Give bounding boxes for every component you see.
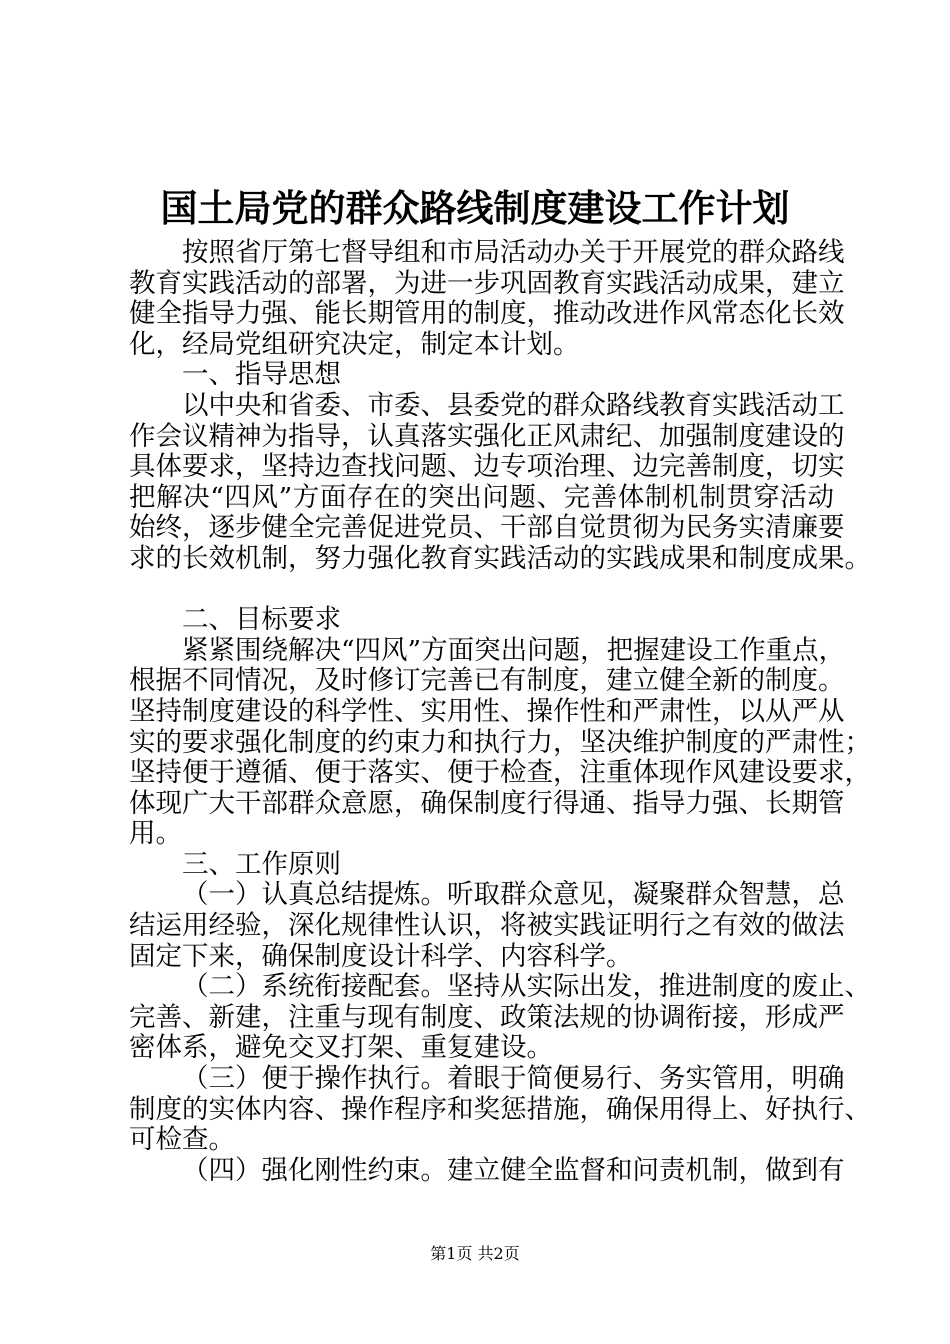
document-title: 国土局党的群众路线制度建设工作计划 bbox=[160, 186, 790, 230]
paragraph-principle-1 bbox=[129, 879, 845, 972]
text-line: 用。 bbox=[129, 818, 182, 850]
paragraph-principle-2 bbox=[129, 971, 871, 1064]
text-line: 教育实践活动的部署，为进一步巩固教育实践活动成果，建立 bbox=[129, 267, 845, 299]
text-line: 可检查。 bbox=[129, 1124, 235, 1156]
text-line: 健全指导力强、能长期管用的制度，推动改进作风常态化长效 bbox=[129, 298, 845, 330]
paragraph-principle-3 bbox=[129, 1063, 871, 1156]
section-heading: 三、工作原则 bbox=[182, 848, 341, 880]
text-line: 始终，逐步健全完善促进党员、干部自觉贯彻为民务实清廉要 bbox=[129, 512, 845, 544]
text-line: 具体要求，坚持边查找问题、边专项治理、边完善制度，切实 bbox=[129, 451, 845, 483]
section-heading: 二、目标要求 bbox=[182, 604, 341, 636]
paragraph-principle-4 bbox=[129, 1154, 845, 1187]
document-body bbox=[129, 237, 871, 1186]
blank-line bbox=[129, 575, 834, 606]
text-line: 把解决“四风”方面存在的突出问题、完善体制机制贯穿活动 bbox=[129, 481, 834, 513]
text-line: 完善、新建，注重与现有制度、政策法规的协调衔接，形成严 bbox=[129, 1001, 845, 1033]
text-line: 坚持便于遵循、便于落实、便于检查，注重体现作风建设要求， bbox=[129, 757, 871, 789]
text-line: （一）认真总结提炼。听取群众意见，凝聚群众智慧，总 bbox=[182, 879, 845, 911]
text-line: 作会议精神为指导，认真落实强化正风肃纪、加强制度建设的 bbox=[129, 420, 845, 452]
text-line: 以中央和省委、市委、县委党的群众路线教育实践活动工 bbox=[182, 389, 845, 421]
text-line: 制度的实体内容、操作程序和奖惩措施，确保用得上、好执行、 bbox=[129, 1093, 871, 1125]
text-line: （二）系统衔接配套。坚持从实际出发，推进制度的废止、 bbox=[182, 971, 871, 1003]
text-line: 实的要求强化制度的约束力和执行力，坚决维护制度的严肃性； bbox=[129, 726, 871, 758]
section-heading-guiding-thought bbox=[129, 360, 834, 391]
text-line: 求的长效机制，努力强化教育实践活动的实践成果和制度成果。 bbox=[129, 542, 871, 574]
text-line: （三）便于操作执行。着眼于简便易行、务实管用，明确 bbox=[182, 1063, 845, 1095]
text-line: 根据不同情况，及时修订完善已有制度，建立健全新的制度。 bbox=[129, 665, 845, 697]
section-heading-goals bbox=[129, 605, 834, 636]
paragraph-intro bbox=[129, 237, 845, 360]
text-line: 坚持制度建设的科学性、实用性、操作性和严肃性，以从严从 bbox=[129, 695, 845, 727]
text-line: 按照省厅第七督导组和市局活动办关于开展党的群众路线 bbox=[182, 237, 845, 268]
text-line: 结运用经验，深化规律性认识，将被实践证明行之有效的做法 bbox=[129, 910, 845, 942]
section-heading: 一、指导思想 bbox=[182, 359, 341, 391]
text-line: 紧紧围绕解决“四风”方面突出问题，把握建设工作重点， bbox=[182, 634, 846, 666]
text-line: 化，经局党组研究决定，制定本计划。 bbox=[129, 328, 580, 360]
text-line: 密体系，避免交叉打架、重复建设。 bbox=[129, 1032, 553, 1064]
text-line: （四）强化刚性约束。建立健全监督和问责机制，做到有 bbox=[182, 1154, 845, 1186]
text-line: 体现广大干部群众意愿，确保制度行得通、指导力强、长期管 bbox=[129, 787, 845, 819]
paragraph-guiding-thought bbox=[129, 389, 871, 575]
page-number-footer: 第1页 共2页 bbox=[430, 1244, 520, 1263]
section-heading-principles bbox=[129, 850, 834, 881]
paragraph-goals bbox=[129, 634, 871, 850]
text-line: 固定下来，确保制度设计科学、内容科学。 bbox=[129, 940, 633, 972]
